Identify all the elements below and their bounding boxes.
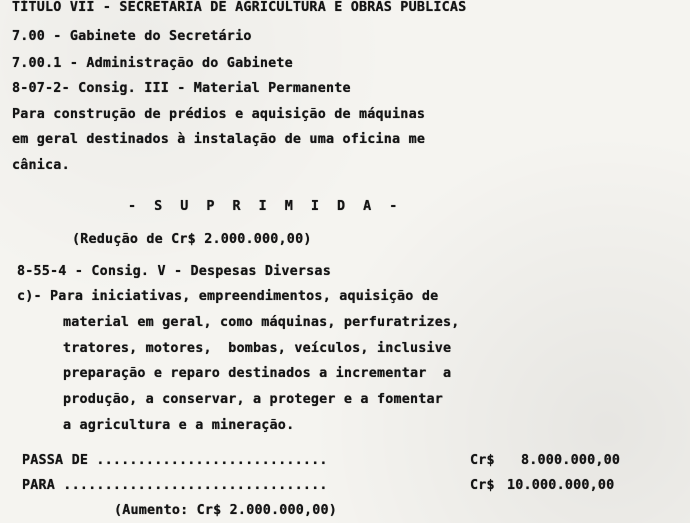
subunit-heading: 7.00.1 - Administração do Gabinete — [12, 56, 293, 71]
document-title: TÍTULO VII - SECRETARIA DE AGRICULTURA E OBRAS PÚBLICAS — [12, 0, 467, 15]
item2-code: 8-55-4 - Consig. V - Despesas Diversas — [17, 264, 331, 279]
increase-note: (Aumento: Cr$ 2.000.000,00) — [114, 503, 338, 518]
item2-desc-line: preparação e reparo destinados a incrementar a — [63, 366, 452, 381]
passa-de-amount: 8.000.000,00 — [521, 453, 621, 468]
unit-heading: 7.00 - Gabinete do Secretário — [12, 29, 252, 44]
para-amount: 10.000.000,00 — [507, 478, 615, 493]
item1-code: 8-07-2- Consig. III - Material Permanente — [12, 81, 351, 96]
para-currency: Cr$ — [470, 478, 495, 493]
suppressed-label: - S U P R I M I D A - — [128, 199, 403, 214]
item2-desc-line: material em geral, como máquinas, perfuratrizes, — [63, 315, 460, 330]
passa-de-label: PASSA DE ............................ — [22, 453, 328, 468]
item1-desc-line: em geral destinados à instalação de uma oficina me — [12, 132, 426, 147]
item2-desc-line: c)- Para iniciativas, empreendimentos, aquisição de — [17, 289, 439, 304]
item2-desc-line: produção, a conservar, a proteger e a fomentar — [63, 392, 444, 407]
item2-desc-line: tratores, motores, bombas, veículos, inclusive — [63, 341, 452, 356]
item2-desc-line: a agricultura e a mineração. — [63, 418, 295, 433]
reduction-note: (Redução de Cr$ 2.000.000,00) — [72, 232, 312, 247]
passa-de-currency: Cr$ — [470, 453, 495, 468]
para-label: PARA ................................ — [22, 478, 328, 493]
item1-desc-line: cânica. — [12, 158, 70, 173]
item1-desc-line: Para construção de prédios e aquisição de máquinas — [12, 107, 426, 122]
